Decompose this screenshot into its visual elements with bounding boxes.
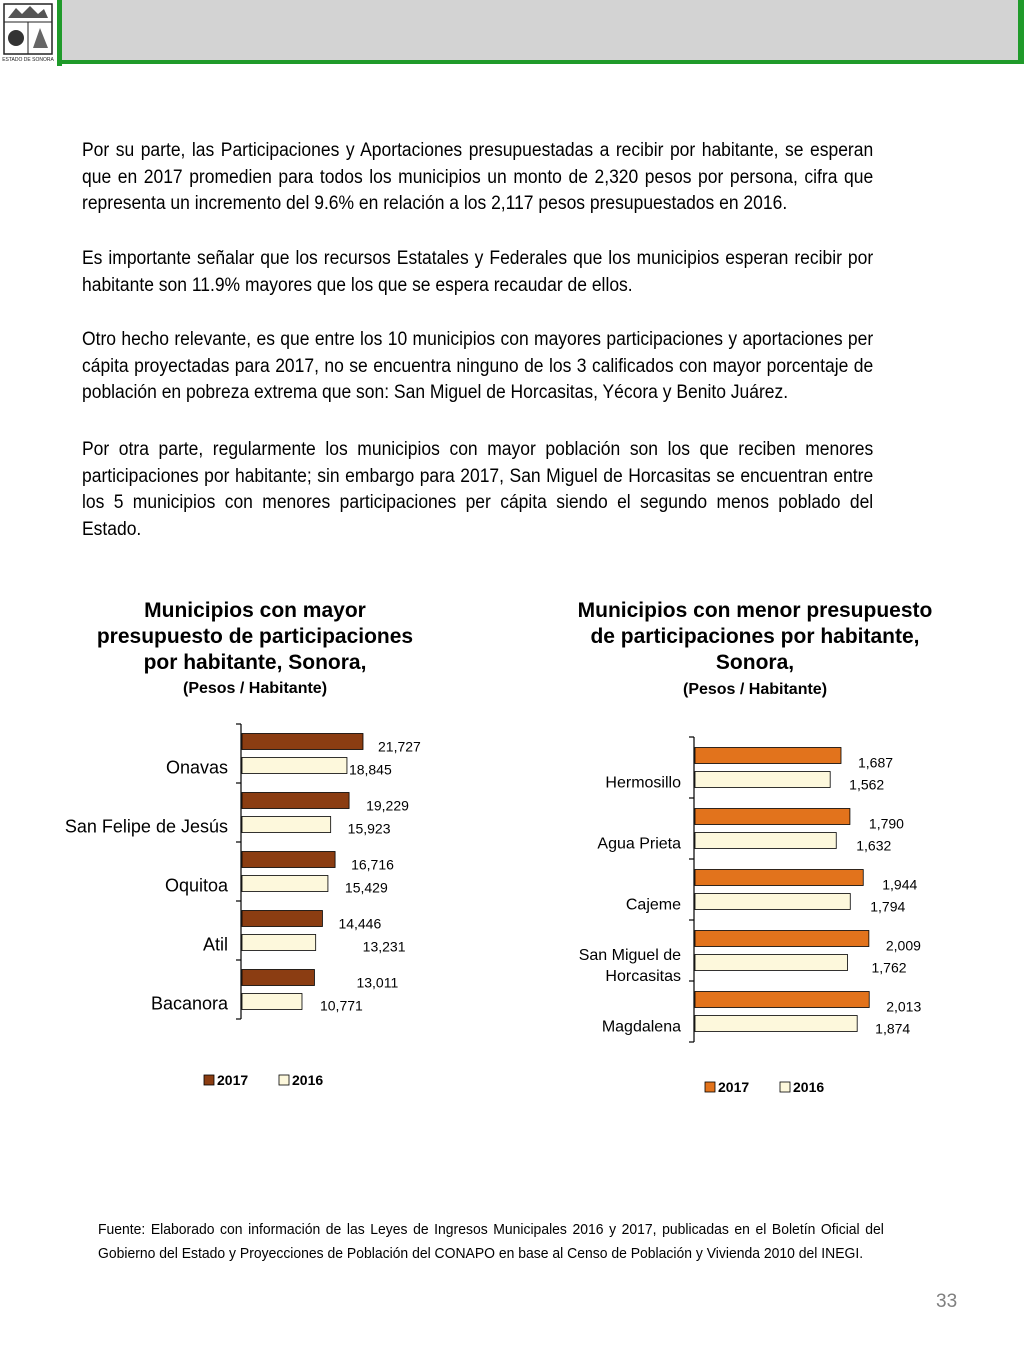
left-bar-2017 (242, 970, 314, 986)
state-logo (0, 0, 62, 66)
right-value-2017: 2,013 (886, 998, 922, 1015)
left-value-2016: 13,231 (362, 938, 406, 955)
paragraph-1-text: Por su parte, las Participaciones y Aportaciones presupuestadas a recibir por habitante, se esperan que en 2017 promedien para todos los municipios un monto de 2,320 pesos por persona, cifra que representa un incremento del 9.6% en relación a los 2,117 pesos presupuestados en 2016. (82, 140, 874, 214)
paragraph-4 (82, 437, 873, 543)
left-value-2017: 21,727 (378, 738, 421, 755)
right-bar-2016 (695, 833, 836, 849)
right-value-2017: 1,687 (858, 754, 894, 771)
left-value-2017: 14,446 (338, 915, 382, 932)
left-bar-2016 (242, 935, 316, 951)
left-category-label: Bacanora (150, 993, 228, 1014)
left-bar-2017 (242, 911, 322, 927)
right-value-2016: 1,632 (856, 837, 892, 854)
right-bar-2016 (695, 1016, 857, 1032)
left-category-label: San Felipe de Jesús (64, 816, 228, 837)
left-legend-label-2016: 2016 (292, 1072, 324, 1088)
left-legend-swatch-2017 (204, 1075, 214, 1085)
right-chart-title (530, 598, 980, 676)
header-bar (0, 0, 1024, 64)
right-value-2016: 1,562 (849, 776, 885, 793)
logo-text: ESTADO DE SONORA (2, 57, 54, 63)
right-legend-swatch-2017 (705, 1082, 715, 1092)
right-value-2016: 1,874 (875, 1020, 911, 1037)
paragraph-4-text: Por otra parte, regularmente los municipios con mayor población son los que reciben menores participaciones por habitante; sin embargo para 2017, San Miguel de Horcasitas se encuentran entre los 5 municipios con menores participaciones per cápita siendo el segundo menos poblado del Estado. (82, 439, 874, 540)
right-bar-2016 (695, 955, 847, 971)
left-legend-swatch-2016 (279, 1075, 289, 1085)
left-category-label: Atil (202, 934, 228, 955)
paragraph-3-text: Otro hecho relevante, es que entre los 10 municipios con mayores participaciones y aportaciones per cápita proyectadas para 2017, no se encuentra ninguno de los 3 calificados con mayor porcentaje de población en pobreza extrema que son: San Miguel de Horcasitas, Yécora y Benito Juárez. (82, 329, 874, 403)
right-bar-2017 (695, 809, 850, 825)
left-chart-title (40, 598, 470, 676)
page-number: 33 (936, 1291, 958, 1312)
left-value-2016: 15,923 (347, 820, 391, 837)
left-chart-unit: (Pesos / Habitante) (182, 680, 328, 697)
right-value-2016: 1,794 (870, 898, 906, 915)
right-value-2017: 2,009 (885, 937, 921, 954)
left-bar-2016 (242, 876, 328, 892)
right-value-2017: 1,944 (882, 876, 918, 893)
right-bar-2017 (695, 931, 869, 947)
left-value-2016: 18,845 (348, 761, 392, 778)
left-category-label: Oquitoa (164, 875, 228, 896)
right-category-label: Cajeme (625, 896, 681, 914)
header-accent (1018, 0, 1024, 64)
right-legend-label-2017: 2017 (718, 1079, 750, 1095)
left-bar-2016 (242, 994, 302, 1010)
left-bar-2017 (242, 734, 363, 750)
right-chart-unit: (Pesos / Habitante) (682, 681, 828, 698)
right-category-label: San Miguel de (578, 947, 681, 964)
right-value-2017: 1,790 (868, 815, 904, 832)
paragraph-1 (82, 138, 873, 218)
paragraph-2 (82, 246, 873, 299)
left-value-2016: 10,771 (319, 997, 363, 1014)
left-chart-title-line-1: Municipios con mayor (144, 599, 366, 622)
right-category-label: Magdalena (601, 1018, 681, 1036)
right-value-2016: 1,762 (871, 959, 907, 976)
right-chart-title-line-1: Municipios con menor presupuesto (577, 599, 933, 622)
right-legend-label-2016: 2016 (793, 1079, 825, 1095)
right-bar-2017 (695, 870, 863, 886)
left-value-2016: 15,429 (344, 879, 388, 896)
right-bar-2017 (695, 992, 869, 1008)
left-value-2017: 16,716 (351, 856, 394, 873)
right-chart-title-line-2: de participaciones por habitante, (590, 625, 920, 648)
right-bar-2016 (695, 894, 850, 910)
left-bar-chart (0, 715, 512, 1095)
right-chart-title-line-3: Sonora, (715, 651, 795, 674)
paragraph-3 (82, 327, 873, 407)
coat-of-arms-icon (0, 0, 56, 64)
right-category-label: Agua Prieta (597, 835, 681, 853)
left-bar-2016 (242, 758, 347, 774)
right-bar-2016 (695, 772, 830, 788)
source-note: Fuente: Elaborado con información de las Leyes de Ingresos Municipales 2016 y 2017, publicadas en el Boletín Oficial del Gobierno del Estado y Proyecciones de Población del CONAPO en base al Censo de Población y Vivienda 2010 del INEGI. (98, 1221, 884, 1262)
left-bar-2016 (242, 817, 331, 833)
left-value-2017: 13,011 (356, 974, 399, 991)
right-bar-2017 (695, 748, 841, 764)
left-category-label: Onavas (165, 757, 228, 778)
left-chart-title-line-3: por habitante, Sonora, (143, 651, 367, 674)
left-value-2017: 19,229 (366, 797, 409, 814)
right-legend-swatch-2016 (780, 1082, 790, 1092)
left-legend-label-2017: 2017 (217, 1072, 249, 1088)
left-chart-title-line-2: presupuesto de participaciones (96, 625, 414, 648)
left-bar-2017 (242, 852, 335, 868)
paragraph-2-text: Es importante señalar que los recursos Estatales y Federales que los municipios esperan recibir por habitante son 11.9% mayores que los que se espera recaudar de ellos. (82, 248, 874, 296)
right-bar-chart (512, 715, 1024, 1105)
left-bar-2017 (242, 793, 349, 809)
right-category-label: Horcasitas (605, 968, 681, 985)
right-category-label: Hermosillo (605, 774, 681, 792)
